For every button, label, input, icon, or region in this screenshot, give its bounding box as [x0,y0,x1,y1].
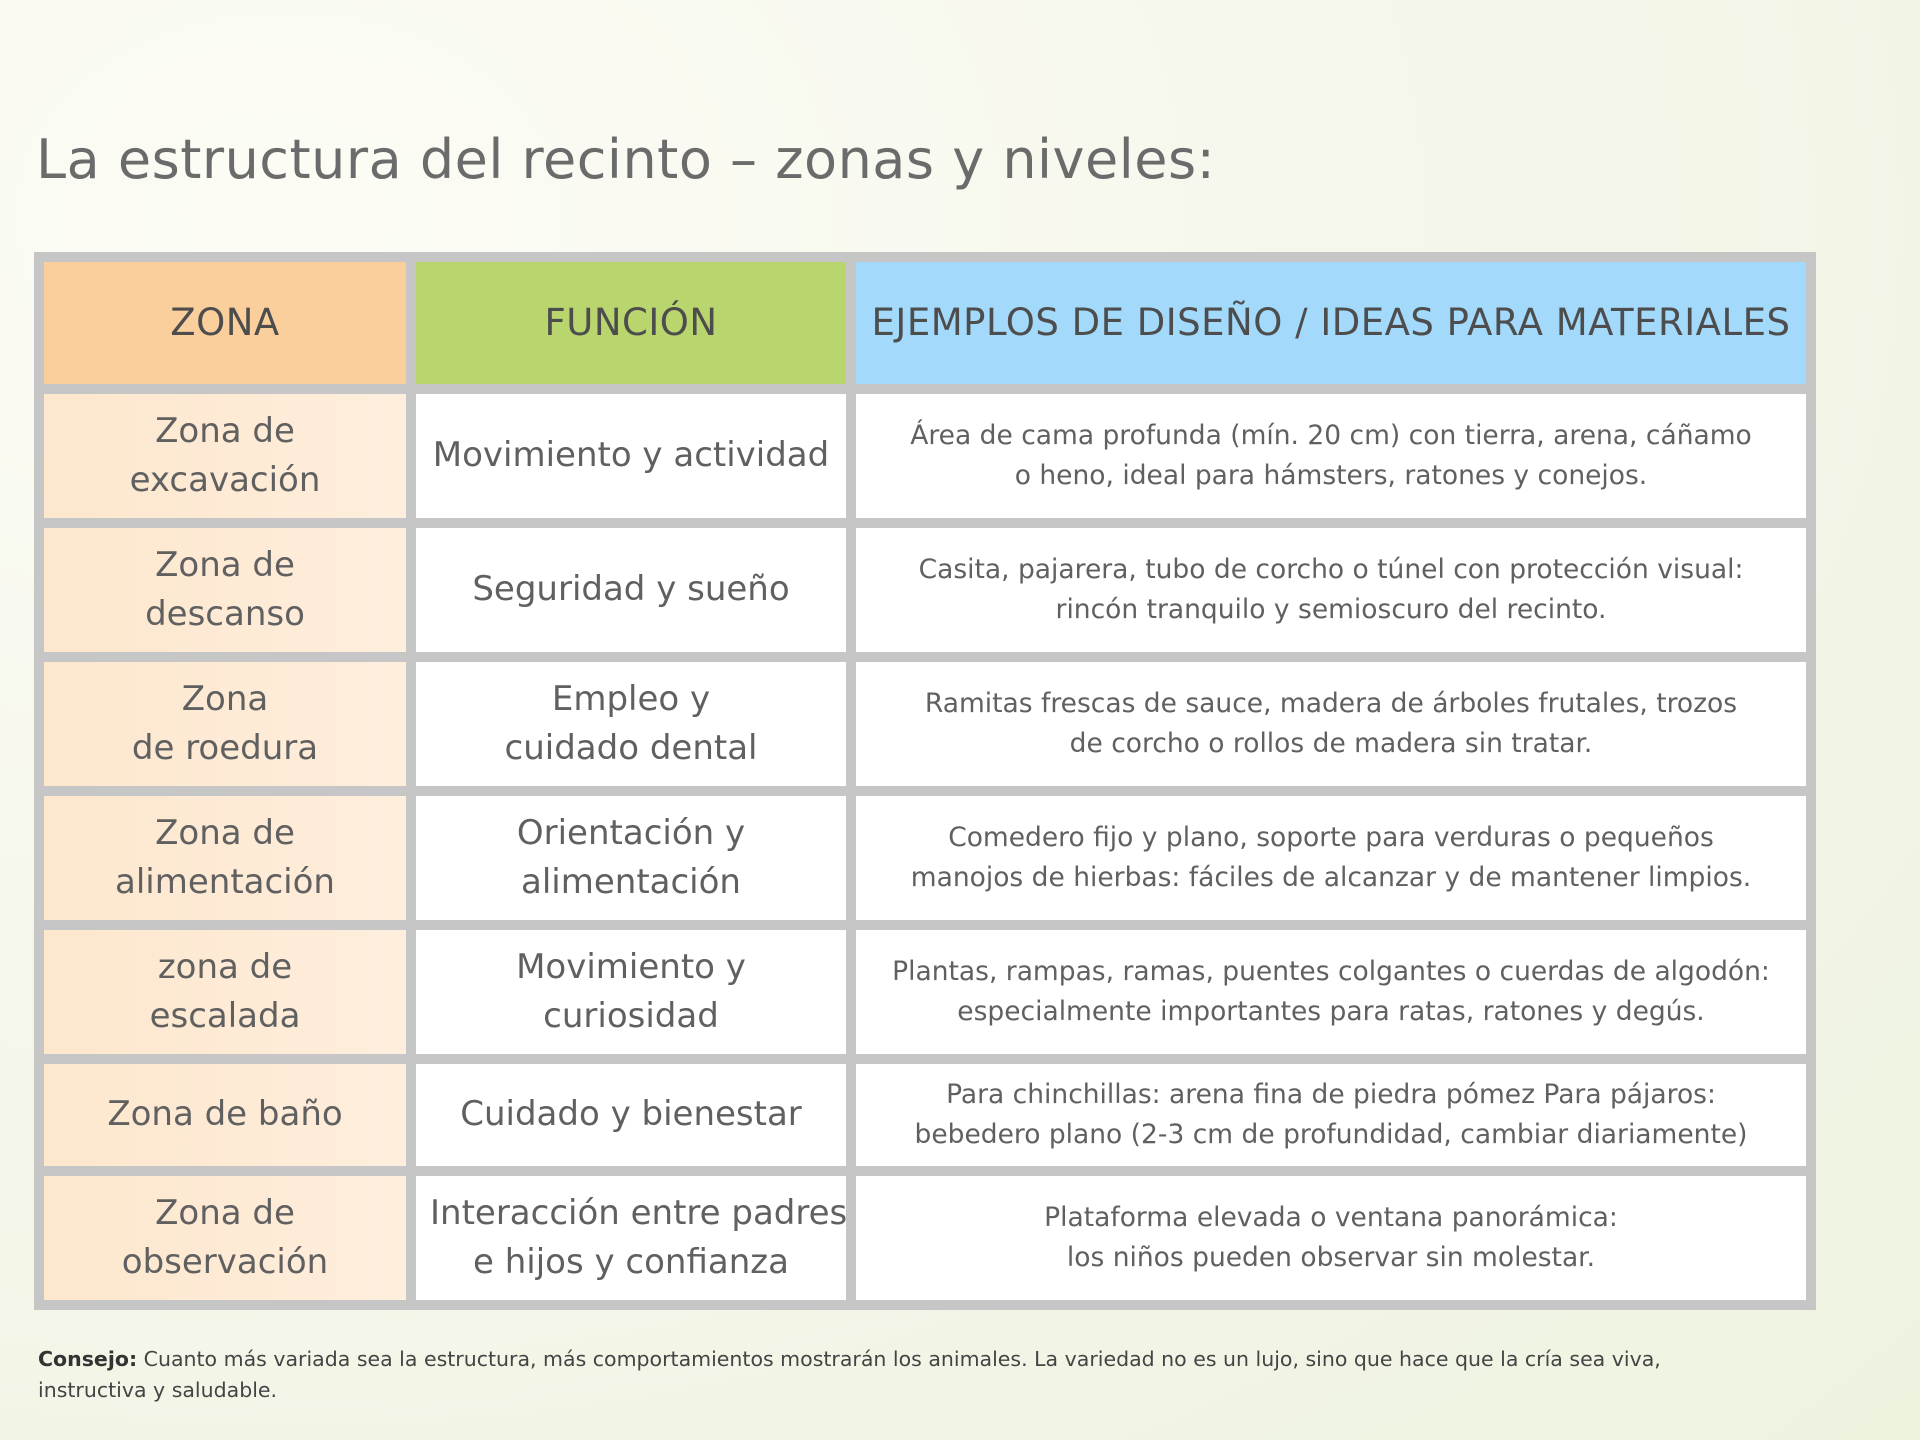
table-body [44,394,1806,1300]
table-row [44,930,1806,1054]
zone-function-cell-line: Cuidado y bienestar [460,1094,802,1135]
zone-examples-cell [856,930,1806,1054]
table-row [44,528,1806,652]
zone-function-cell-line: Movimiento y [516,946,746,987]
zone-function-cell [416,1064,846,1166]
zone-examples-cell-line: bebedero plano (2-3 cm de profundidad, cambiar diariamente) [914,1118,1748,1150]
table-row [44,1176,1806,1300]
tip-text: Cuanto más variada sea la estructura, más comportamientos mostrarán los animales. La variedad no es un lujo, sino que hace que la cría sea viva, instructiva y saludable. [38,1347,1661,1402]
zone-function-cell-line: Orientación y [516,812,746,853]
zone-examples-cell [856,528,1806,652]
zone-examples-cell [856,394,1806,518]
zone-function-cell-line: curiosidad [543,996,719,1037]
zone-name-cell-line: de roedura [131,728,319,769]
zone-name-cell [44,528,406,652]
table-row [44,1064,1806,1166]
zone-name-cell [44,1064,406,1166]
zone-name-cell-line: Zona de [155,812,295,853]
zone-name-cell-line: excavación [129,460,321,500]
zone-examples-cell-line: rincón tranquilo y semioscuro del recinto. [1055,594,1607,626]
header-funcion: FUNCIÓN [416,262,846,384]
zone-name-cell-line: Zona de [155,1192,295,1233]
zone-examples-cell [856,796,1806,920]
zone-examples-cell-line: Plantas, rampas, ramas, puentes colgantes o cuerdas de algodón: [892,956,1770,988]
table-row [44,394,1806,518]
tip-label: Consejo: [38,1347,138,1371]
zone-examples-cell-line: Área de cama profunda (mín. 20 cm) con tierra, arena, cáñamo [910,420,1752,452]
tip-note [38,1344,1738,1406]
zone-examples-cell-line: Casita, pajarera, tubo de corcho o túnel con protección visual: [918,554,1744,586]
zone-function-cell [416,796,846,920]
zone-name-cell-line: escalada [149,996,301,1037]
header-ejemplos-line: EJEMPLOS DE DISEÑO / [871,301,1309,345]
zone-examples-cell-line: Para chinchillas: arena fina de piedra pómez Para pájaros: [946,1079,1716,1111]
zone-examples-cell-line: Ramitas frescas de sauce, madera de árboles frutales, trozos [924,688,1738,720]
zone-examples-cell [856,1064,1806,1166]
zones-table [34,252,1816,1310]
zone-function-cell [416,528,846,652]
zone-function-cell-line: cuidado dental [504,728,758,769]
zone-name-cell [44,662,406,786]
zone-examples-cell-line: especialmente importantes para ratas, ratones y degús. [957,996,1705,1028]
zone-function-cell-line: e hijos y confianza [473,1241,789,1282]
zone-examples-cell-line: manojos de hierbas: fáciles de alcanzar y de mantener limpios. [910,862,1752,894]
zone-examples-cell [856,1176,1806,1300]
zone-name-cell-line: alimentación [115,862,335,903]
table-header-row [44,262,1806,384]
zone-name-cell-line: Zona de baño [107,1094,343,1135]
zone-name-cell-line: zona de [157,946,293,987]
zone-examples-cell-line: Comedero fijo y plano, soporte para verduras o pequeños [948,822,1714,854]
zone-name-cell [44,1176,406,1300]
zone-function-cell [416,662,846,786]
page-title: La estructura del recinto – zonas y niveles: [36,128,1216,191]
zone-function-cell-line: alimentación [521,862,741,903]
zone-examples-cell [856,662,1806,786]
zone-examples-cell-line: o heno, ideal para hámsters, ratones y conejos. [1014,460,1648,491]
header-ejemplos-line: IDEAS PARA MATERIALES [1320,301,1791,345]
zone-name-cell-line: Zona de [155,410,295,451]
zone-function-cell-line: Empleo y [551,678,711,719]
zone-name-cell-line: Zona de [155,544,295,585]
zone-name-cell-line: observación [121,1241,329,1282]
zone-name-cell [44,930,406,1054]
zone-function-cell [416,1176,846,1300]
zone-name-cell-line: descanso [145,594,305,635]
zone-function-cell-line: Seguridad y sueño [472,569,790,610]
zone-function-cell [416,930,846,1054]
header-zona: ZONA [44,262,406,384]
zone-name-cell [44,796,406,920]
header-ejemplos [856,262,1806,384]
zone-function-cell [416,394,846,518]
table-row [44,796,1806,920]
zone-function-cell-line: Movimiento y actividad [432,435,830,476]
zone-examples-cell-line: los niños pueden observar sin molestar. [1066,1241,1596,1273]
zone-examples-cell-line: de corcho o rollos de madera sin tratar. [1069,728,1593,760]
zone-name-cell-line: Zona [181,678,269,719]
zones-grid [34,252,1816,1310]
zone-examples-cell-line: Plataforma elevada o ventana panorámica: [1044,1202,1618,1234]
table-row [44,662,1806,786]
zone-name-cell [44,394,406,518]
zone-function-cell-line: Interacción entre padres [430,1192,848,1233]
